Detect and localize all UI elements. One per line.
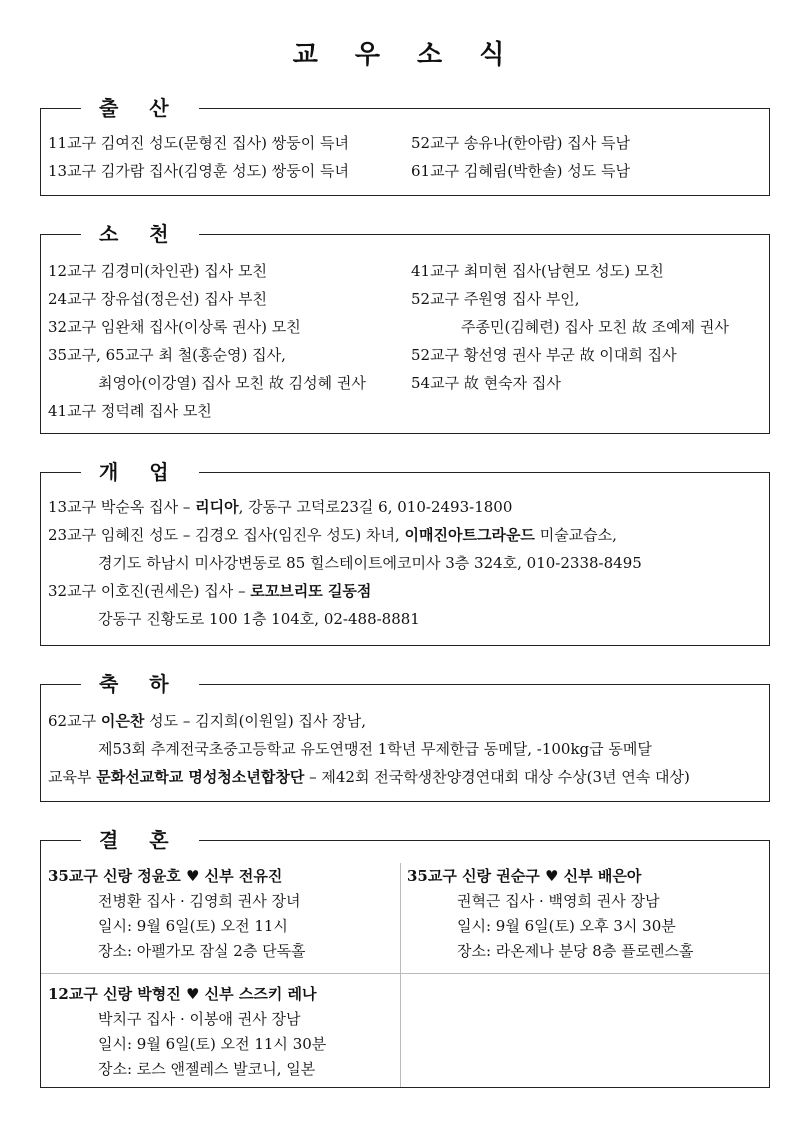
funeral-right-3: 주종민(김혜련) 집사 모친 故 조예제 권사	[461, 318, 729, 336]
birth-right-1: 52교구 송유나(한아람) 집사 득남	[411, 134, 630, 152]
opening-line-1	[48, 493, 765, 521]
funeral-left-3: 32교구 임완채 집사(이상록 권사) 모친	[48, 318, 301, 336]
wedding-3-date: 일시: 9월 6일(토) 오전 11시 30분	[98, 1035, 327, 1053]
funeral-right-5: 54교구 故 현숙자 집사	[411, 374, 561, 392]
congrats-line-1	[48, 707, 765, 735]
opening-line-2-text: 23교구 임혜진 성도 – 김경오 집사(임진우 성도) 차녀,	[48, 526, 405, 544]
opening-heading: 개 업	[81, 458, 199, 486]
wedding-3-place: 장소: 로스 앤젤레스 발코니, 일본	[98, 1060, 316, 1078]
congrats-line-3	[48, 763, 765, 791]
opening-business-locobrito: 로꼬브리또 길동점	[250, 582, 372, 600]
birth-section	[40, 96, 770, 196]
wedding-1-date: 일시: 9월 6일(토) 오전 11시	[98, 917, 288, 935]
congrats-line-3-text: – 제42회 전국학생찬양경연대회 대상 수상(3년 연속 대상)	[304, 768, 690, 786]
congrats-line-1-text: 성도 – 김지희(이원일) 집사 장남,	[144, 712, 367, 730]
birth-heading: 출 산	[81, 94, 199, 122]
wedding-2-place: 장소: 라온제나 분당 8층 플로렌스홀	[457, 942, 694, 960]
wedding-1-title: 35교구 신랑 정윤호 ♥ 신부 전유진	[48, 867, 283, 885]
funeral-heading: 소 천	[81, 220, 199, 248]
opening-line-4-text: 32교구 이호진(권세은) 집사 –	[48, 582, 251, 600]
wedding-section	[40, 828, 770, 1088]
funeral-right-2: 52교구 주원영 집사 부인,	[411, 290, 580, 308]
wedding-3-title: 12교구 신랑 박형진 ♥ 신부 스즈키 레나	[48, 985, 317, 1003]
opening-line-2	[48, 521, 765, 549]
birth-left-2: 13교구 김가람 집사(김영훈 성도) 쌍둥이 득녀	[48, 162, 349, 180]
wedding-2-parents: 권혁근 집사 · 백영희 권사 장남	[457, 892, 660, 910]
opening-business-imagine: 이매진아트그라운드	[404, 526, 535, 544]
funeral-section	[40, 222, 770, 434]
funeral-left-5: 최영아(이강열) 집사 모친 故 김성혜 권사	[98, 374, 366, 392]
funeral-right-1: 41교구 최미현 집사(남현모 성도) 모친	[411, 262, 664, 280]
wedding-heading: 결 혼	[81, 826, 199, 854]
funeral-left-2: 24교구 장유섭(정은선) 집사 부친	[48, 290, 267, 308]
wedding-2-date: 일시: 9월 6일(토) 오후 3시 30분	[457, 917, 676, 935]
funeral-left-1: 12교구 김경미(차인관) 집사 모친	[48, 262, 267, 280]
congrats-line-3-prefix: 교육부	[48, 768, 97, 786]
congrats-line-2: 제53회 추계전국초중고등학교 유도연맹전 1학년 무제한급 동메달, -100kg급 동메달	[98, 740, 652, 758]
birth-right-2: 61교구 김혜림(박한솔) 성도 득남	[411, 162, 630, 180]
opening-line-1-text: 13교구 박순옥 집사 –	[48, 498, 196, 516]
wedding-card-1	[41, 859, 400, 964]
birth-left-1: 11교구 김여진 성도(문형진 집사) 쌍둥이 득녀	[48, 134, 349, 152]
congrats-heading: 축 하	[81, 670, 199, 698]
funeral-right-4: 52교구 황선영 권사 부군 故 이대희 집사	[411, 346, 677, 364]
wedding-card-3	[41, 977, 400, 1082]
congrats-section	[40, 672, 770, 802]
congrats-choir: 문화선교학교 명성청소년합창단	[96, 768, 305, 786]
congrats-line-1-prefix: 62교구	[48, 712, 101, 730]
opening-line-2-suffix: 미술교습소,	[534, 526, 617, 544]
opening-line-3: 경기도 하남시 미사강변동로 85 힐스테이트에코미사 3층 324호, 010-2338-8495	[98, 554, 642, 572]
funeral-left-6: 41교구 정덕례 집사 모친	[48, 402, 212, 420]
opening-section	[40, 460, 770, 646]
wedding-row-divider	[41, 973, 769, 974]
wedding-2-title: 35교구 신랑 권순구 ♥ 신부 배은아	[407, 867, 642, 885]
opening-line-1-address: , 강동구 고덕로23길 6, 010-2493-1800	[238, 498, 513, 516]
wedding-card-2	[400, 859, 770, 964]
page-title: 교 우 소 식	[292, 40, 519, 70]
opening-line-4	[48, 577, 765, 605]
opening-business-lydia: 리디아	[195, 498, 239, 516]
wedding-3-parents: 박치구 집사 · 이봉애 권사 장남	[98, 1010, 301, 1028]
wedding-1-parents: 전병환 집사 · 김영희 권사 장녀	[98, 892, 301, 910]
congrats-honoree: 이은찬	[100, 712, 145, 730]
funeral-left-4: 35교구, 65교구 최 철(홍순영) 집사,	[48, 346, 286, 364]
opening-line-5: 강동구 진황도로 100 1층 104호, 02-488-8881	[98, 610, 420, 628]
wedding-1-place: 장소: 아펠가모 잠실 2층 단독홀	[98, 942, 306, 960]
